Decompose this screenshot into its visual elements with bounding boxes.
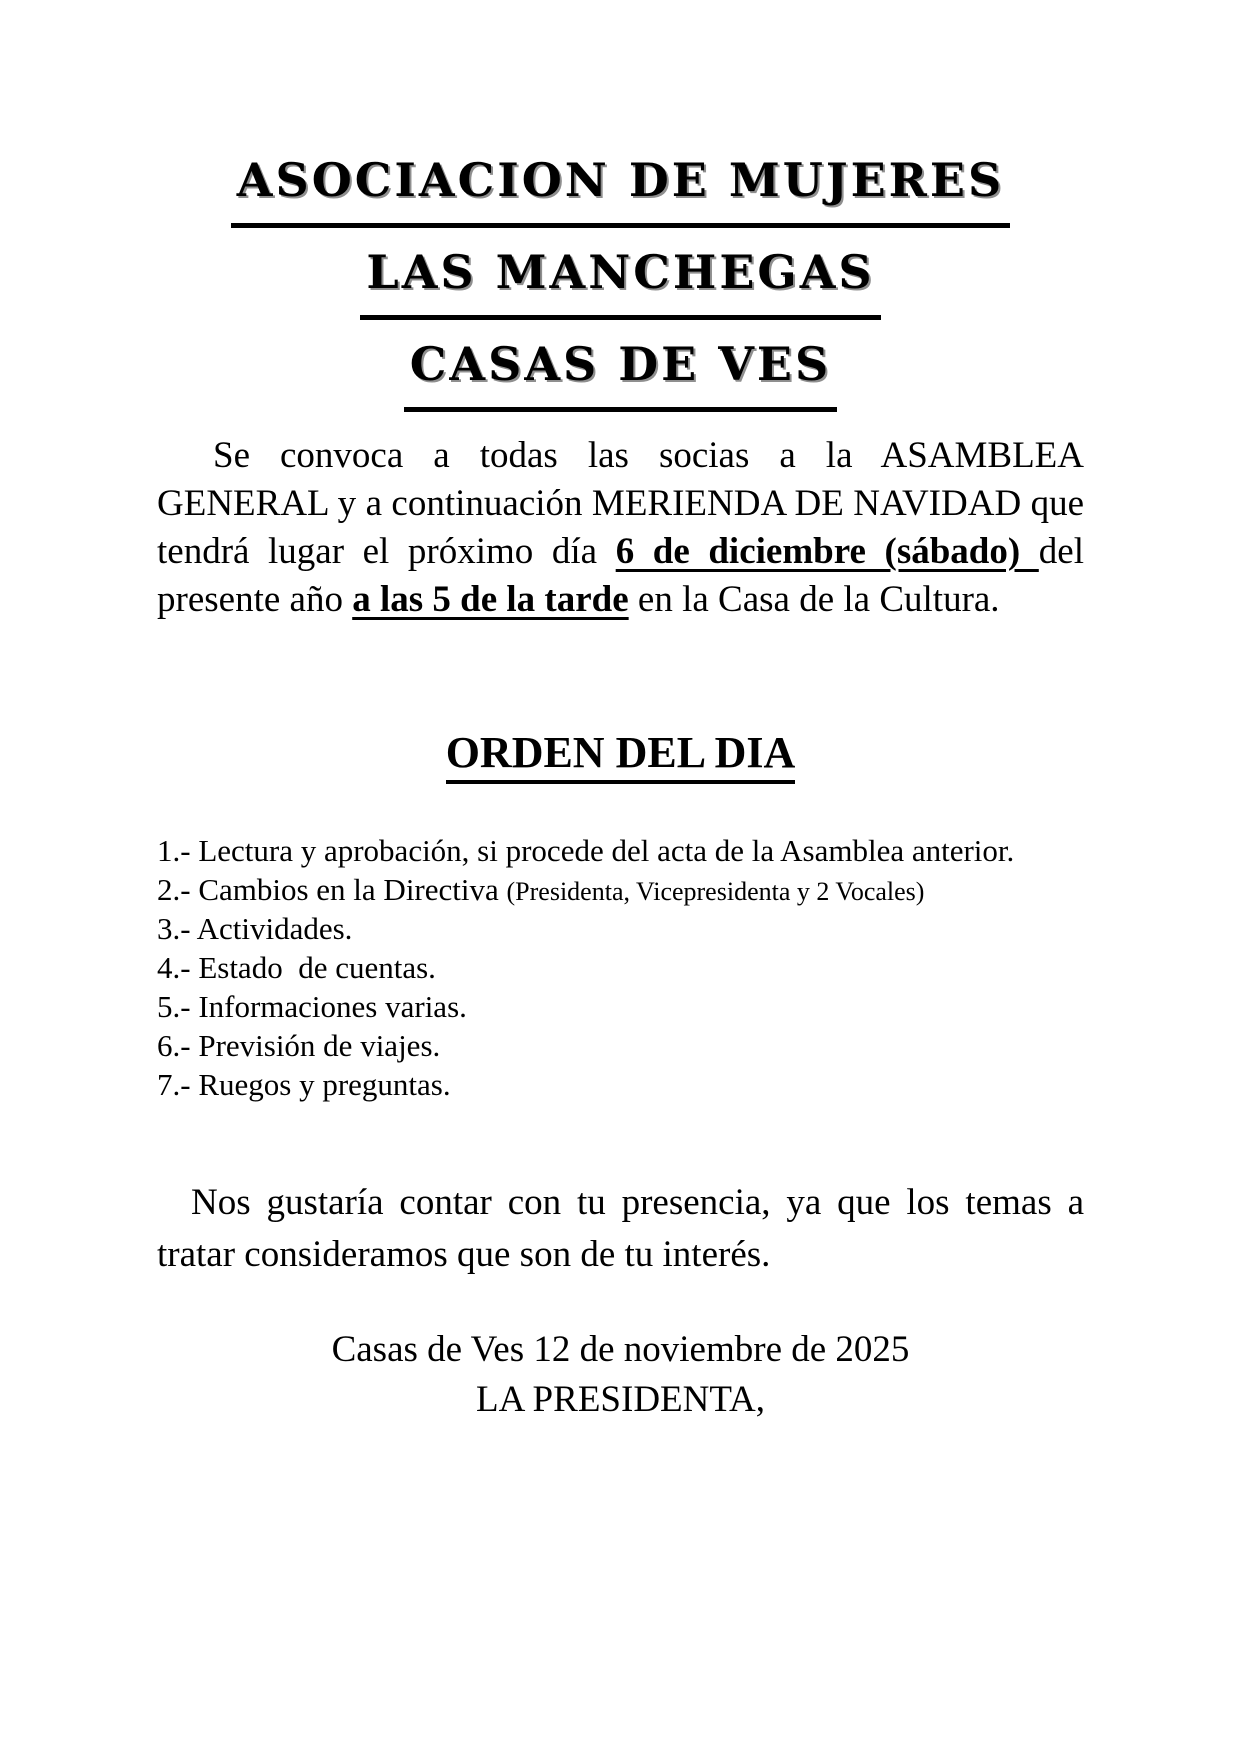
title-line-3-text: CASAS DE VES xyxy=(404,324,837,412)
orden-item-5 xyxy=(157,988,1084,1027)
signature-line: LA PRESIDENTA, xyxy=(476,1379,765,1420)
date-signature-block xyxy=(157,1325,1084,1425)
orden-list xyxy=(157,832,1084,1105)
orden-item-4-text: 4.- Estado de cuentas. xyxy=(157,950,436,985)
title-line-2 xyxy=(157,232,1084,324)
title-line-3 xyxy=(157,324,1084,416)
orden-item-7-text: 7.- Ruegos y preguntas. xyxy=(157,1067,451,1102)
intro-segment-4-time-emphasis: a las 5 de la tarde xyxy=(352,579,629,620)
orden-item-6-text: 6.- Previsión de viajes. xyxy=(157,1028,441,1063)
intro-segment-2-date-emphasis: 6 de diciembre (sábado) xyxy=(615,531,1039,572)
orden-item-2 xyxy=(157,871,1084,910)
orden-item-4 xyxy=(157,949,1084,988)
orden-item-3-text: 3.- Actividades. xyxy=(157,911,353,946)
intro-paragraph xyxy=(157,432,1084,624)
intro-segment-1: Se convoca a todas las socias a la ASAMBLEA GENERAL y a continuación MERIENDA DE NAVIDAD que tendrá lugar el próximo día xyxy=(157,435,1084,572)
title-line-1-text: ASOCIACION DE MUJERES xyxy=(231,140,1010,228)
orden-item-1 xyxy=(157,832,1084,871)
intro-segment-3: del presente año xyxy=(157,531,1084,620)
title-line-1 xyxy=(157,140,1084,232)
title-line-2-text: LAS MANCHEGAS xyxy=(360,232,880,320)
orden-del-dia-heading xyxy=(157,728,1084,784)
document-title xyxy=(157,140,1084,416)
orden-item-7 xyxy=(157,1066,1084,1105)
orden-item-2-note: (Presidenta, Vicepresidenta y 2 Vocales) xyxy=(506,877,925,906)
orden-item-1-text: 1.- Lectura y aprobación, si procede del acta de la Asamblea anterior. xyxy=(157,833,1015,868)
orden-item-6 xyxy=(157,1027,1084,1066)
orden-item-2-text: 2.- Cambios en la Directiva xyxy=(157,872,507,907)
orden-item-5-text: 5.- Informaciones varias. xyxy=(157,989,467,1024)
orden-item-3 xyxy=(157,910,1084,949)
closing-paragraph: Nos gustaría contar con tu presencia, ya que los temas a tratar consideramos que son de tu interés. xyxy=(157,1182,1084,1275)
orden-del-dia-heading-text: ORDEN DEL DIA xyxy=(446,728,796,784)
date-line: Casas de Ves 12 de noviembre de 2025 xyxy=(331,1329,910,1370)
intro-segment-5: en la Casa de la Cultura. xyxy=(628,579,1000,620)
